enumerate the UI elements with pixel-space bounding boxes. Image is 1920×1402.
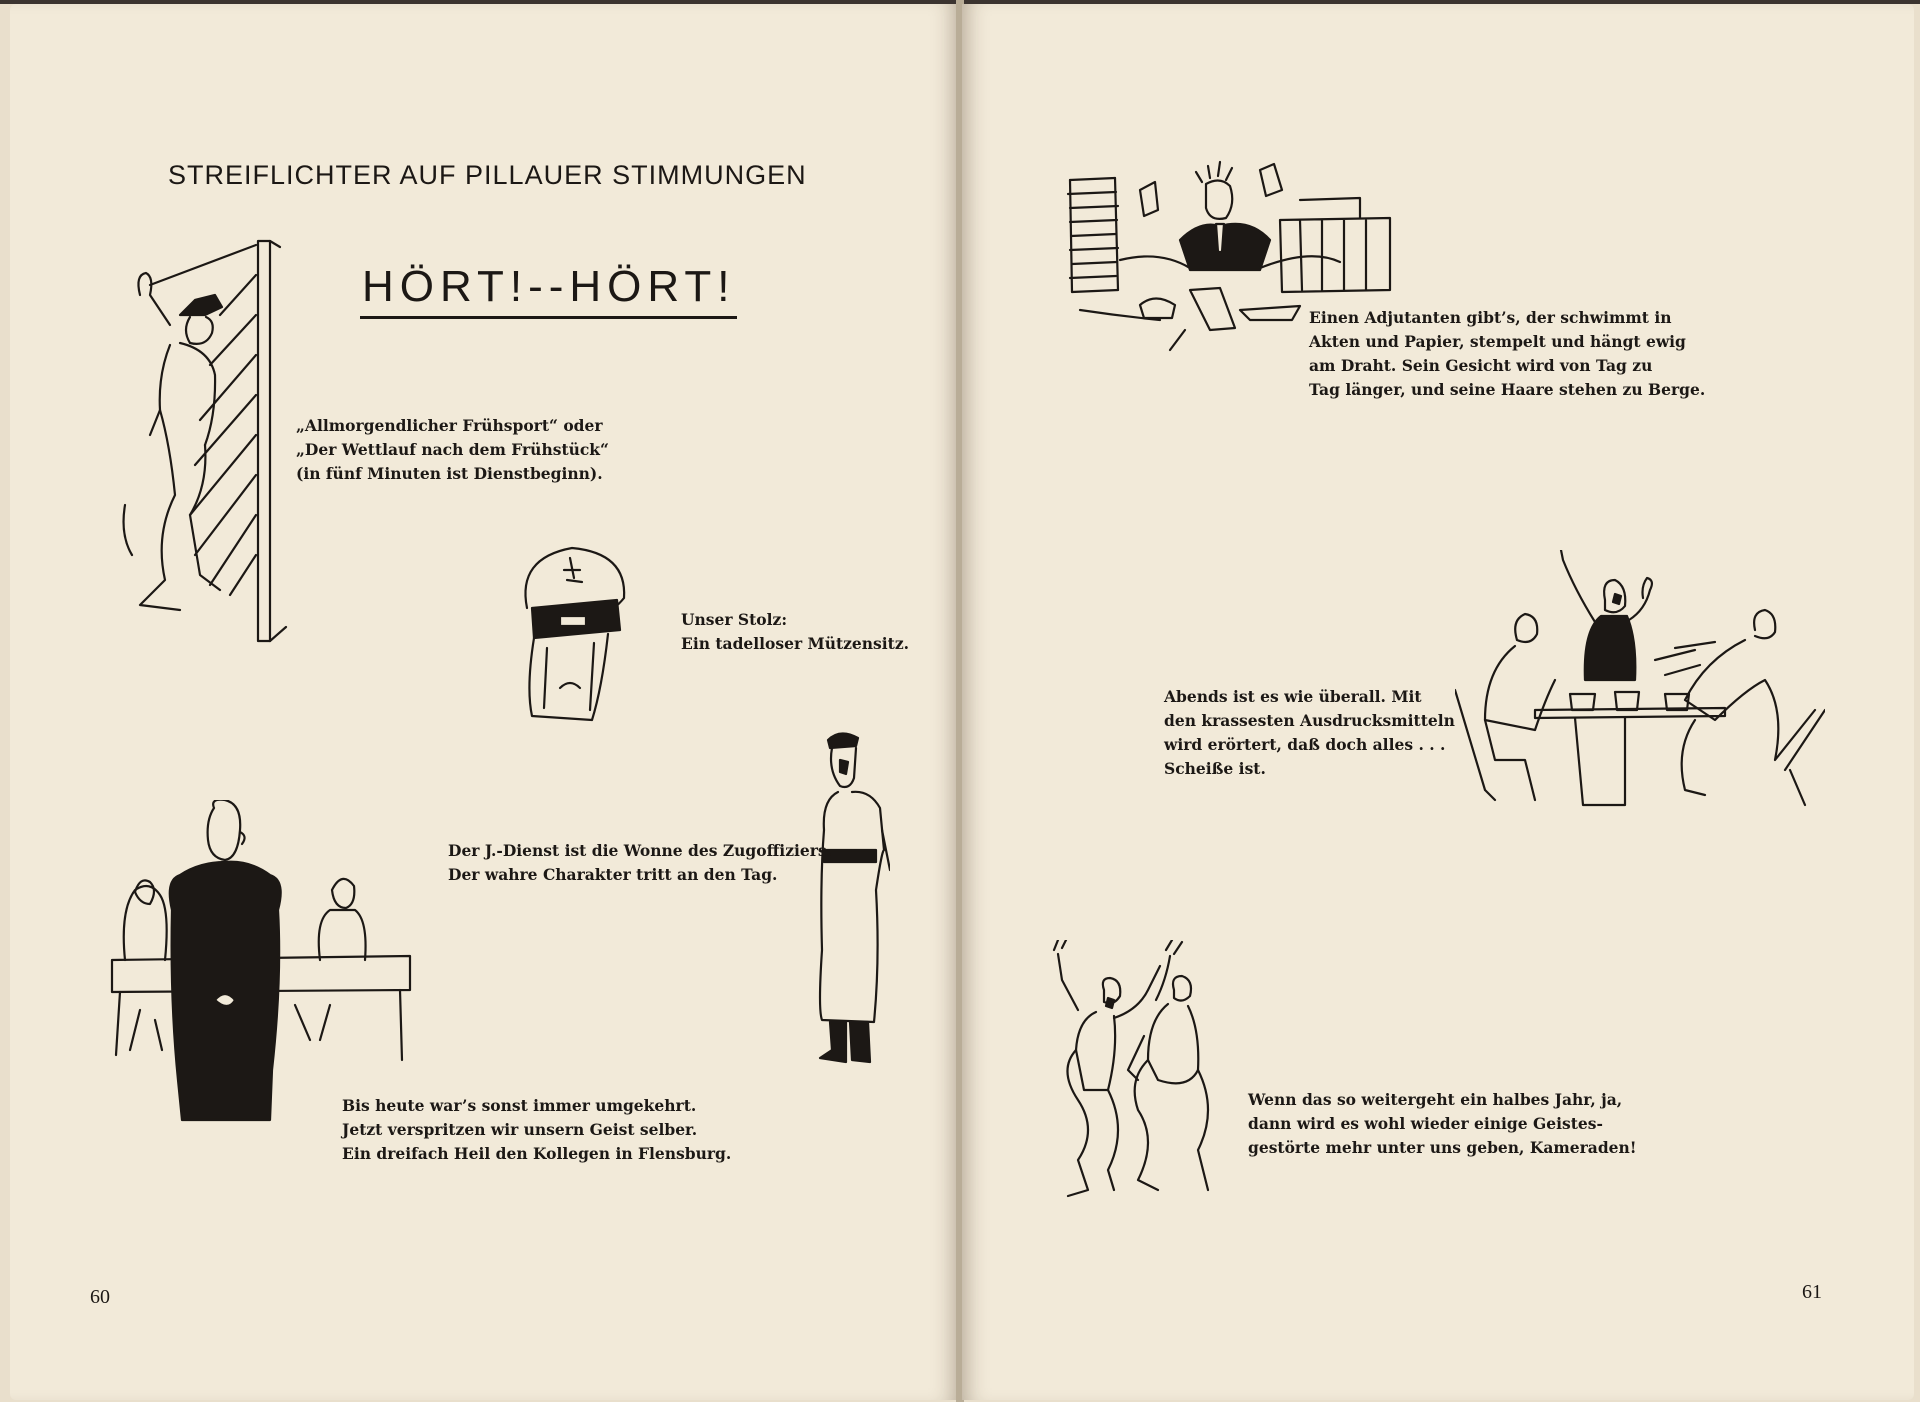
table-group-illustration bbox=[1455, 550, 1825, 810]
cap-face-illustration bbox=[512, 538, 632, 728]
caption-line: Ein dreifach Heil den Kollegen in Flensburg. bbox=[342, 1144, 732, 1163]
officer-standing-illustration bbox=[810, 730, 890, 1070]
caption-line: Unser Stolz: bbox=[681, 610, 788, 629]
caption-line: (in fünf Minuten ist Dienstbeginn). bbox=[296, 464, 603, 483]
section-heading: HÖRT!--HÖRT! bbox=[360, 262, 737, 319]
page-title: STREIFLICHTER AUF PILLAUER STIMMUNGEN bbox=[168, 160, 807, 190]
page-number-right: 61 bbox=[1802, 1281, 1822, 1303]
caption-halbes-jahr bbox=[1248, 1088, 1637, 1160]
caption-umgekehrt bbox=[342, 1094, 731, 1166]
caption-line: Der J.-Dienst ist die Wonne des Zugoffiziers. bbox=[448, 841, 833, 860]
caption-line: Bis heute war’s sonst immer umgekehrt. bbox=[342, 1096, 697, 1115]
caption-line: Scheiße ist. bbox=[1164, 759, 1266, 778]
runner-at-door-illustration bbox=[120, 235, 295, 645]
caption-adjutant bbox=[1309, 306, 1706, 402]
caption-dienst bbox=[448, 839, 832, 887]
caption-line: Jetzt verspritzen wir unsern Geist selber. bbox=[342, 1120, 698, 1139]
page-number-left: 60 bbox=[90, 1286, 110, 1308]
caption-fruehsport bbox=[296, 414, 609, 486]
caption-line: Einen Adjutanten gibt’s, der schwimmt in bbox=[1309, 308, 1672, 327]
caption-line: gestörte mehr unter uns geben, Kameraden! bbox=[1248, 1138, 1637, 1157]
caption-line: „Allmorgendlicher Frühsport“ oder bbox=[296, 416, 603, 435]
caption-line: Akten und Papier, stempelt und hängt ewig bbox=[1309, 332, 1686, 351]
caption-line: den krassesten Ausdrucksmitteln bbox=[1164, 711, 1455, 730]
caption-line: Der wahre Charakter tritt an den Tag. bbox=[448, 865, 778, 884]
caption-line: dann wird es wohl wieder einige Geistes- bbox=[1248, 1114, 1603, 1133]
caption-line: Ein tadelloser Mützensitz. bbox=[681, 634, 910, 653]
dancing-men-illustration bbox=[1048, 940, 1223, 1205]
caption-line: Abends ist es wie überall. Mit bbox=[1164, 687, 1422, 706]
left-page bbox=[10, 4, 958, 1400]
caption-abends bbox=[1164, 685, 1455, 781]
caption-line: am Draht. Sein Gesicht wird von Tag zu bbox=[1309, 356, 1653, 375]
caption-line: Tag länger, und seine Haare stehen zu Berge. bbox=[1309, 380, 1706, 399]
tribunal-illustration bbox=[110, 800, 415, 1130]
caption-line: „Der Wettlauf nach dem Frühstück“ bbox=[296, 440, 609, 459]
caption-line: Wenn das so weitergeht ein halbes Jahr, ja, bbox=[1248, 1090, 1623, 1109]
caption-line: wird erörtert, daß doch alles . . . bbox=[1164, 735, 1446, 754]
caption-stolz bbox=[681, 608, 909, 656]
